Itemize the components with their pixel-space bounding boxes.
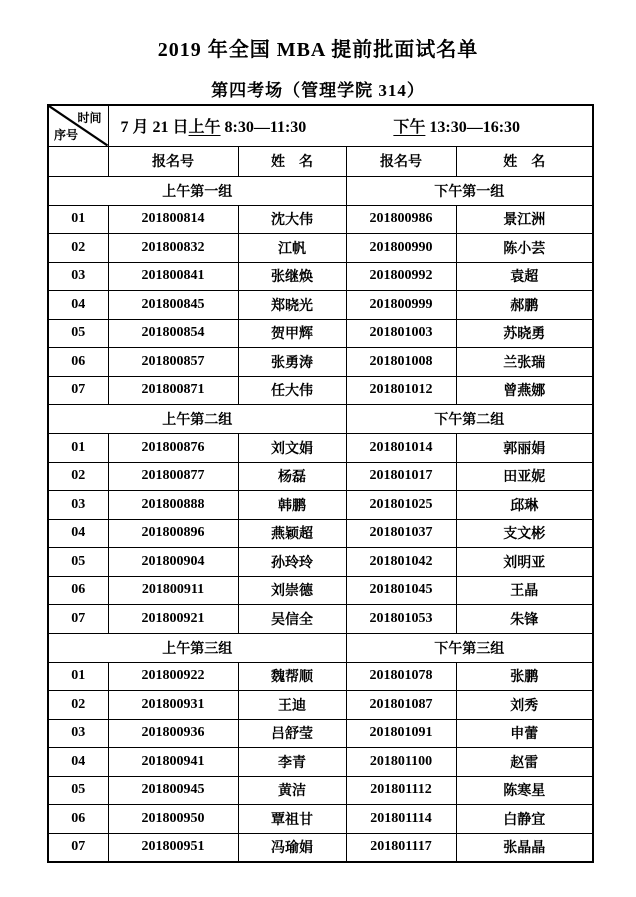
group-label-morning: 上午第二组 xyxy=(48,405,346,434)
name-cell: 申蕾 xyxy=(456,719,593,748)
name-cell: 白静宜 xyxy=(456,805,593,834)
reg-no-cell: 201801045 xyxy=(346,576,456,605)
reg-no-cell: 201800877 xyxy=(108,462,238,491)
name-cell: 朱锋 xyxy=(456,605,593,634)
reg-no-cell: 201800904 xyxy=(108,548,238,577)
name-cell: 邱琳 xyxy=(456,491,593,520)
name-cell: 贺甲辉 xyxy=(238,319,346,348)
reg-no-cell: 201801114 xyxy=(346,805,456,834)
group-header-row xyxy=(48,176,593,205)
table-row xyxy=(48,748,593,777)
corner-label-serial: 序号 xyxy=(54,127,79,142)
reg-no-cell: 201800986 xyxy=(346,205,456,234)
serial-cell: 06 xyxy=(48,576,108,605)
name-cell: 刘文娟 xyxy=(238,434,346,463)
name-cell: 郝鹏 xyxy=(456,291,593,320)
reg-no-cell: 201800854 xyxy=(108,319,238,348)
serial-cell: 02 xyxy=(48,691,108,720)
name-header: 姓 名 xyxy=(456,146,593,176)
serial-cell: 03 xyxy=(48,262,108,291)
name-cell: 刘崇德 xyxy=(238,576,346,605)
serial-cell: 07 xyxy=(48,833,108,862)
name-cell: 支文彬 xyxy=(456,519,593,548)
group-label-morning: 上午第一组 xyxy=(48,176,346,205)
serial-cell: 04 xyxy=(48,519,108,548)
name-cell: 吴信全 xyxy=(238,605,346,634)
reg-no-cell: 201800922 xyxy=(108,662,238,691)
reg-no-cell: 201801117 xyxy=(346,833,456,862)
name-cell: 兰张瑞 xyxy=(456,348,593,377)
serial-cell: 06 xyxy=(48,348,108,377)
table-row xyxy=(48,691,593,720)
reg-no-cell: 201800841 xyxy=(108,262,238,291)
table-row xyxy=(48,462,593,491)
name-cell: 张晶晶 xyxy=(456,833,593,862)
group-label-morning: 上午第三组 xyxy=(48,633,346,662)
reg-no-cell: 201800896 xyxy=(108,519,238,548)
reg-no-cell: 201800950 xyxy=(108,805,238,834)
group-header-row xyxy=(48,405,593,434)
reg-no-cell: 201800931 xyxy=(108,691,238,720)
table-row xyxy=(48,805,593,834)
morning-text: 上午 xyxy=(188,119,221,137)
reg-no-cell: 201801091 xyxy=(346,719,456,748)
name-cell: 吕舒莹 xyxy=(238,719,346,748)
serial-cell: 07 xyxy=(48,605,108,634)
name-cell: 曾燕娜 xyxy=(456,376,593,405)
afternoon-session-label xyxy=(393,114,520,137)
reg-no-cell: 201800936 xyxy=(108,719,238,748)
name-cell: 王晶 xyxy=(456,576,593,605)
name-cell: 张鹏 xyxy=(456,662,593,691)
table-row xyxy=(48,205,593,234)
session-times-cell xyxy=(108,105,593,146)
table-row xyxy=(48,719,593,748)
name-cell: 孙玲玲 xyxy=(238,548,346,577)
name-cell: 郑晓光 xyxy=(238,291,346,320)
serial-cell: 07 xyxy=(48,376,108,405)
reg-no-cell: 201800832 xyxy=(108,234,238,263)
group-label-afternoon: 下午第二组 xyxy=(346,405,593,434)
name-cell: 刘秀 xyxy=(456,691,593,720)
roster-tbody xyxy=(48,105,593,862)
column-header-row xyxy=(48,146,593,176)
name-cell: 景江洲 xyxy=(456,205,593,234)
time-header-row xyxy=(48,105,593,146)
reg-no-cell: 201801042 xyxy=(346,548,456,577)
afternoon-time-text: 13:30—16:30 xyxy=(425,119,521,137)
table-row xyxy=(48,319,593,348)
name-cell: 沈大伟 xyxy=(238,205,346,234)
reg-no-cell: 201800871 xyxy=(108,376,238,405)
serial-cell: 03 xyxy=(48,719,108,748)
name-cell: 魏帮顺 xyxy=(238,662,346,691)
serial-cell: 04 xyxy=(48,748,108,777)
name-cell: 郭丽娟 xyxy=(456,434,593,463)
serial-cell: 05 xyxy=(48,319,108,348)
reg-no-cell: 201801078 xyxy=(346,662,456,691)
serial-cell: 01 xyxy=(48,205,108,234)
date-text: 7 月 21 日 xyxy=(120,119,189,137)
name-cell: 黄洁 xyxy=(238,776,346,805)
name-cell: 任大伟 xyxy=(238,376,346,405)
group-label-afternoon: 下午第一组 xyxy=(346,176,593,205)
serial-cell: 02 xyxy=(48,462,108,491)
table-row xyxy=(48,434,593,463)
reg-no-cell: 201801112 xyxy=(346,776,456,805)
reg-no-cell: 201801053 xyxy=(346,605,456,634)
reg-no-cell: 201800921 xyxy=(108,605,238,634)
table-row xyxy=(48,519,593,548)
corner-cell xyxy=(48,105,108,146)
serial-cell: 01 xyxy=(48,434,108,463)
reg-no-cell: 201800888 xyxy=(108,491,238,520)
serial-cell: 01 xyxy=(48,662,108,691)
name-cell: 韩鹏 xyxy=(238,491,346,520)
reg-no-cell: 201800857 xyxy=(108,348,238,377)
reg-no-cell: 201800876 xyxy=(108,434,238,463)
table-row xyxy=(48,548,593,577)
name-cell: 陈寒星 xyxy=(456,776,593,805)
corner-label-time: 时间 xyxy=(77,111,102,125)
reg-no-cell: 201801037 xyxy=(346,519,456,548)
reg-no-cell: 201801014 xyxy=(346,434,456,463)
reg-no-cell: 201800951 xyxy=(108,833,238,862)
reg-no-cell: 201801025 xyxy=(346,491,456,520)
name-header: 姓 名 xyxy=(238,146,346,176)
page-title: 2019 年全国 MBA 提前批面试名单 xyxy=(157,39,479,61)
reg-no-cell: 201800999 xyxy=(346,291,456,320)
name-cell: 覃祖甘 xyxy=(238,805,346,834)
name-cell: 张勇涛 xyxy=(238,348,346,377)
table-row xyxy=(48,348,593,377)
serial-cell: 06 xyxy=(48,805,108,834)
table-row xyxy=(48,576,593,605)
name-cell: 江帆 xyxy=(238,234,346,263)
morning-session-label xyxy=(121,114,307,137)
table-row xyxy=(48,234,593,263)
table-row xyxy=(48,605,593,634)
table-row xyxy=(48,776,593,805)
afternoon-text: 下午 xyxy=(393,119,426,137)
group-header-row xyxy=(48,633,593,662)
name-cell: 苏晓勇 xyxy=(456,319,593,348)
table-row xyxy=(48,833,593,862)
reg-no-cell: 201800814 xyxy=(108,205,238,234)
reg-no-cell: 201801008 xyxy=(346,348,456,377)
name-cell: 王迪 xyxy=(238,691,346,720)
table-row xyxy=(48,262,593,291)
serial-cell: 05 xyxy=(48,776,108,805)
name-cell: 赵雷 xyxy=(456,748,593,777)
reg-no-header: 报名号 xyxy=(108,146,238,176)
table-row xyxy=(48,291,593,320)
serial-cell: 04 xyxy=(48,291,108,320)
name-cell: 刘明亚 xyxy=(456,548,593,577)
group-label-afternoon: 下午第三组 xyxy=(346,633,593,662)
interview-roster-table xyxy=(47,104,594,863)
reg-no-cell: 201800845 xyxy=(108,291,238,320)
name-cell: 袁超 xyxy=(456,262,593,291)
serial-cell: 05 xyxy=(48,548,108,577)
reg-no-cell: 201801100 xyxy=(346,748,456,777)
name-cell: 田亚妮 xyxy=(456,462,593,491)
reg-no-cell: 201801087 xyxy=(346,691,456,720)
name-cell: 杨磊 xyxy=(238,462,346,491)
morning-time-text: 8:30—11:30 xyxy=(220,119,307,137)
reg-no-cell: 201800945 xyxy=(108,776,238,805)
name-cell: 陈小芸 xyxy=(456,234,593,263)
table-row xyxy=(48,376,593,405)
reg-no-cell: 201801003 xyxy=(346,319,456,348)
corner-empty-cell xyxy=(48,146,108,176)
reg-no-cell: 201801012 xyxy=(346,376,456,405)
table-row xyxy=(48,491,593,520)
name-cell: 张继焕 xyxy=(238,262,346,291)
name-cell: 冯瑜娟 xyxy=(238,833,346,862)
reg-no-header: 报名号 xyxy=(346,146,456,176)
table-row xyxy=(48,662,593,691)
serial-cell: 03 xyxy=(48,491,108,520)
serial-cell: 02 xyxy=(48,234,108,263)
reg-no-cell: 201800941 xyxy=(108,748,238,777)
page-subtitle: 第四考场（管理学院 314） xyxy=(211,81,425,100)
reg-no-cell: 201800992 xyxy=(346,262,456,291)
name-cell: 李青 xyxy=(238,748,346,777)
name-cell: 燕颖超 xyxy=(238,519,346,548)
reg-no-cell: 201800990 xyxy=(346,234,456,263)
reg-no-cell: 201800911 xyxy=(108,576,238,605)
reg-no-cell: 201801017 xyxy=(346,462,456,491)
